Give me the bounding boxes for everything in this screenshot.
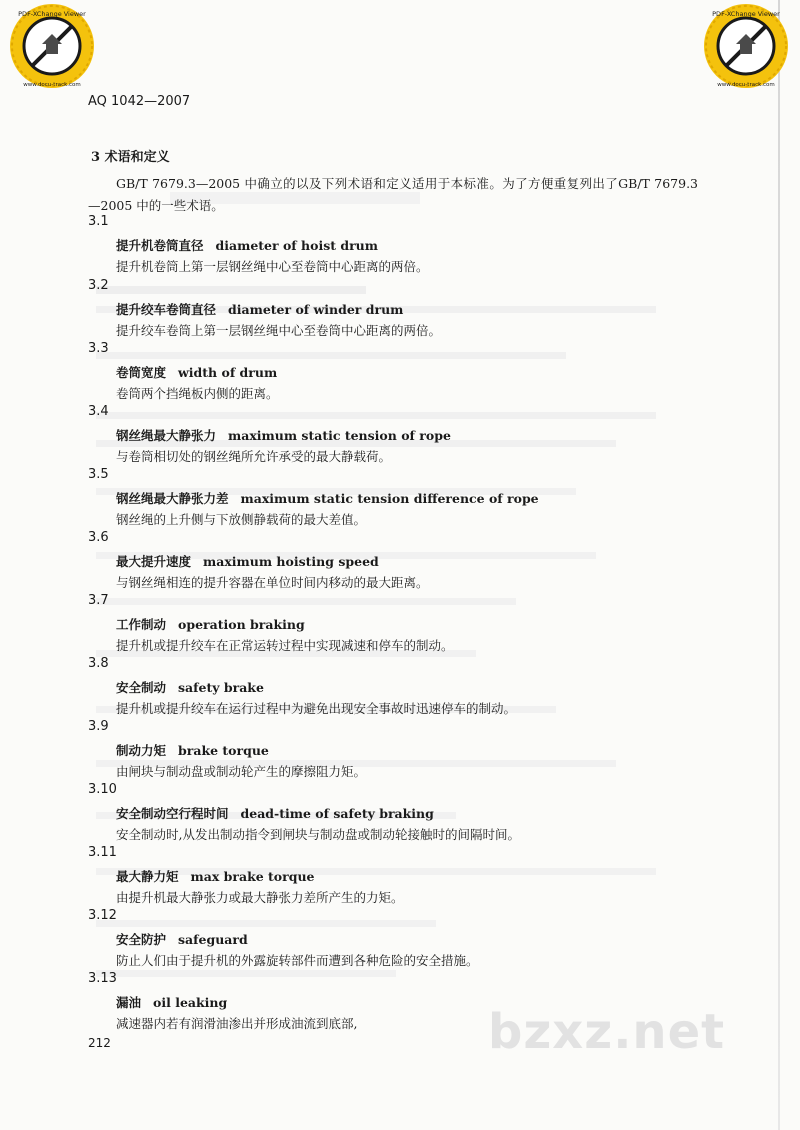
term-definition: 安全制动时,从发出制动指令到闸块与制动盘或制动轮接触时的间隔时间。 [116, 827, 520, 842]
term-en: oil leaking [153, 995, 228, 1010]
term-definition: 提升机或提升绞车在运行过程中为避免出现安全事故时迅速停车的制动。 [116, 701, 517, 716]
term-zh: 安全制动 [116, 680, 167, 695]
term-entry [88, 404, 708, 465]
term-en: diameter of hoist drum [215, 238, 378, 253]
term-definition: 与钢丝绳相连的提升容器在单位时间内移动的最大距离。 [116, 575, 429, 590]
term-definition: 提升绞车卷筒上第一层钢丝绳中心至卷筒中心距离的两倍。 [116, 323, 442, 338]
term-number: 3.12 [88, 908, 117, 923]
term-definition: 卷筒两个挡绳板内侧的距离。 [116, 386, 279, 401]
term-number: 3.10 [88, 782, 117, 797]
term-definition: 钢丝绳的上升侧与下放侧静载荷的最大差值。 [116, 512, 367, 527]
term-title [116, 804, 708, 825]
term-en: safeguard [178, 932, 248, 947]
term-zh: 提升机卷筒直径 [116, 238, 204, 253]
term-definition: 与卷筒相切处的钢丝绳所允许承受的最大静载荷。 [116, 449, 392, 464]
term-title [116, 489, 708, 510]
term-zh: 工作制动 [116, 617, 167, 632]
page-number: 212 [88, 1036, 111, 1050]
term-title [116, 741, 708, 762]
term-entry [88, 593, 708, 654]
site-watermark: bzxz.net [488, 1004, 726, 1060]
term-entry [88, 214, 708, 275]
pdf-xchange-badge-left[interactable] [6, 0, 98, 92]
term-title [116, 300, 708, 321]
term-title [116, 615, 708, 636]
pdf-xchange-badge-right[interactable] [700, 0, 792, 92]
svg-text:www.docu-track.com: www.docu-track.com [717, 82, 775, 88]
term-title [116, 930, 708, 951]
svg-text:www.docu-track.com: www.docu-track.com [23, 82, 81, 88]
term-number: 3.1 [88, 214, 109, 229]
term-zh: 制动力矩 [116, 743, 167, 758]
term-entry [88, 845, 708, 906]
term-zh: 漏油 [116, 995, 142, 1010]
term-number: 3.13 [88, 971, 117, 986]
term-entry [88, 782, 708, 843]
term-entry [88, 341, 708, 402]
term-number: 3.9 [88, 719, 109, 734]
term-en: max brake torque [190, 869, 315, 884]
term-definition: 防止人们由于提升机的外露旋转部件而遭到各种危险的安全措施。 [116, 953, 479, 968]
term-title [116, 552, 708, 573]
term-zh: 钢丝绳最大静张力差 [116, 491, 229, 506]
term-entry [88, 467, 708, 528]
term-en: operation braking [178, 617, 305, 632]
term-entry [88, 908, 708, 969]
term-entry [88, 278, 708, 339]
term-number: 3.3 [88, 341, 109, 356]
svg-text:PDF-XChange Viewer: PDF-XChange Viewer [18, 10, 86, 18]
term-entry [88, 530, 708, 591]
term-en: maximum hoisting speed [203, 554, 379, 569]
term-title [116, 236, 708, 257]
svg-text:PDF-XChange Viewer: PDF-XChange Viewer [712, 10, 780, 18]
term-number: 3.2 [88, 278, 109, 293]
term-entry [88, 719, 708, 780]
term-en: dead-time of safety braking [240, 806, 434, 821]
term-definition: 由提升机最大静张力或最大静张力差所产生的力矩。 [116, 890, 404, 905]
page-edge-shadow [778, 0, 780, 1130]
section-title: 3 术语和定义 [91, 150, 170, 165]
term-definition: 提升机卷筒上第一层钢丝绳中心至卷筒中心距离的两倍。 [116, 259, 429, 274]
term-zh: 安全防护 [116, 932, 167, 947]
term-zh: 钢丝绳最大静张力 [116, 428, 217, 443]
term-zh: 最大静力矩 [116, 869, 179, 884]
term-en: maximum static tension difference of rope [240, 491, 539, 506]
term-definition: 提升机或提升绞车在正常运转过程中实现减速和停车的制动。 [116, 638, 454, 653]
term-definition: 减速器内若有润滑油渗出并形成油流到底部, [116, 1016, 358, 1031]
term-en: diameter of winder drum [228, 302, 404, 317]
badge-seal-icon [700, 0, 792, 92]
term-en: safety brake [178, 680, 264, 695]
term-definition: 由闸块与制动盘或制动轮产生的摩擦阻力矩。 [116, 764, 367, 779]
term-title [116, 363, 708, 384]
term-zh: 卷筒宽度 [116, 365, 167, 380]
term-title [116, 426, 708, 447]
term-en: maximum static tension of rope [228, 428, 451, 443]
term-number: 3.7 [88, 593, 109, 608]
term-number: 3.8 [88, 656, 109, 671]
term-number: 3.11 [88, 845, 117, 860]
term-zh: 提升绞车卷筒直径 [116, 302, 217, 317]
term-en: brake torque [178, 743, 269, 758]
term-en: width of drum [178, 365, 278, 380]
term-title [116, 678, 708, 699]
term-entry [88, 656, 708, 717]
document-header: AQ 1042—2007 [88, 94, 191, 109]
term-number: 3.4 [88, 404, 109, 419]
term-number: 3.5 [88, 467, 109, 482]
term-title [116, 867, 708, 888]
term-number: 3.6 [88, 530, 109, 545]
term-zh: 最大提升速度 [116, 554, 192, 569]
badge-seal-icon [6, 0, 98, 92]
intro-paragraph: GB/T 7679.3—2005 中确立的以及下列术语和定义适用于本标准。为了方便重复列出了GB/T 7679.3—2005 中的一些术语。 [88, 176, 698, 213]
term-zh: 安全制动空行程时间 [116, 806, 229, 821]
